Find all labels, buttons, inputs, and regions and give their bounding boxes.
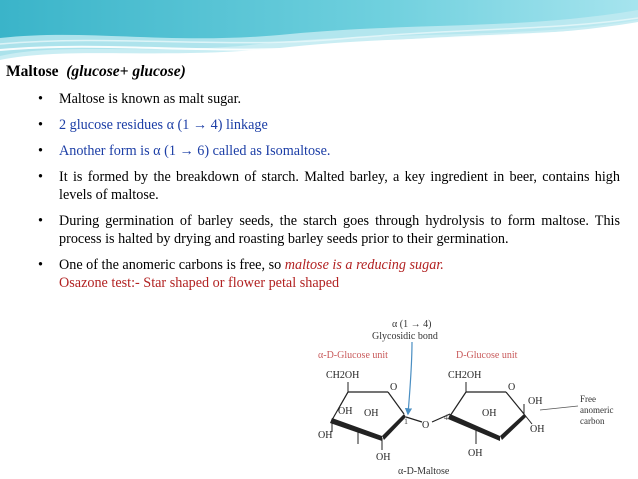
bullet-item: [0, 90, 638, 108]
left-unit-label: α-D-Glucose unit: [318, 350, 388, 361]
bond-label: α (1 → 4): [392, 319, 432, 330]
right-oh-c1: OH: [530, 424, 545, 435]
osazone-test-text: Osazone test:- Star shaped or flower petal shaped: [59, 275, 340, 291]
bullet-item: [0, 116, 638, 134]
right-ring-oxygen: O: [508, 382, 516, 393]
free-label-line1: Free: [580, 394, 596, 404]
bullet-text: Maltose is known as malt sugar.: [59, 91, 242, 107]
slide-title-main: Maltose: [6, 63, 59, 80]
carbon-number-4: 4: [444, 413, 448, 422]
bullet-text: During germination of barley seeds, the starch goes through hydrolysis to form maltose. This process is halted by drying and roasting barley seeds prior to their germination.: [59, 213, 620, 247]
free-label-line2: anomeric: [580, 405, 614, 415]
left-ch2oh: CH2OH: [326, 370, 360, 381]
bullet-text: One of the anomeric carbons is free, so: [59, 257, 285, 273]
bullet-list: [0, 90, 638, 300]
right-oh-c3: OH: [482, 408, 497, 419]
left-oh-c3: OH: [364, 408, 379, 419]
right-ch2oh: CH2OH: [448, 370, 482, 381]
header-wave-banner: [0, 0, 638, 64]
glycosidic-oxygen: O: [422, 420, 430, 431]
right-unit-label: D-Glucose unit: [456, 350, 518, 361]
slide-title: [6, 63, 186, 81]
slide-title-sub: (glucose+ glucose): [66, 63, 186, 80]
left-oh-c2: OH: [376, 452, 391, 463]
bullet-text: Another form is α (1 → 6) called as Isomaltose.: [59, 143, 331, 159]
bullet-item: [0, 142, 638, 160]
left-oh-bottom: OH: [318, 430, 333, 441]
free-label-line3: carbon: [580, 416, 605, 426]
right-oh-anomeric: OH: [528, 396, 543, 407]
left-ring-oxygen: O: [390, 382, 398, 393]
bullet-item: [0, 212, 638, 248]
carbon-number-1: 1: [404, 417, 408, 426]
bullet-item: [0, 256, 638, 292]
bullet-item: [0, 168, 638, 204]
right-oh-c2: OH: [468, 448, 483, 459]
maltose-structure-diagram: [300, 310, 638, 479]
reducing-sugar-emphasis: maltose is a reducing sugar.: [284, 257, 444, 273]
diagram-caption: α-D-Maltose: [398, 466, 450, 477]
bullet-text: 2 glucose residues α (1 → 4) linkage: [59, 117, 268, 133]
glycosidic-arrow: [408, 342, 412, 414]
left-oh-c4: OH: [338, 406, 353, 417]
bullet-text: It is formed by the breakdown of starch. Malted barley, a key ingredient in beer, contains high levels of maltose.: [59, 169, 620, 203]
bond-caption: Glycosidic bond: [372, 331, 438, 342]
